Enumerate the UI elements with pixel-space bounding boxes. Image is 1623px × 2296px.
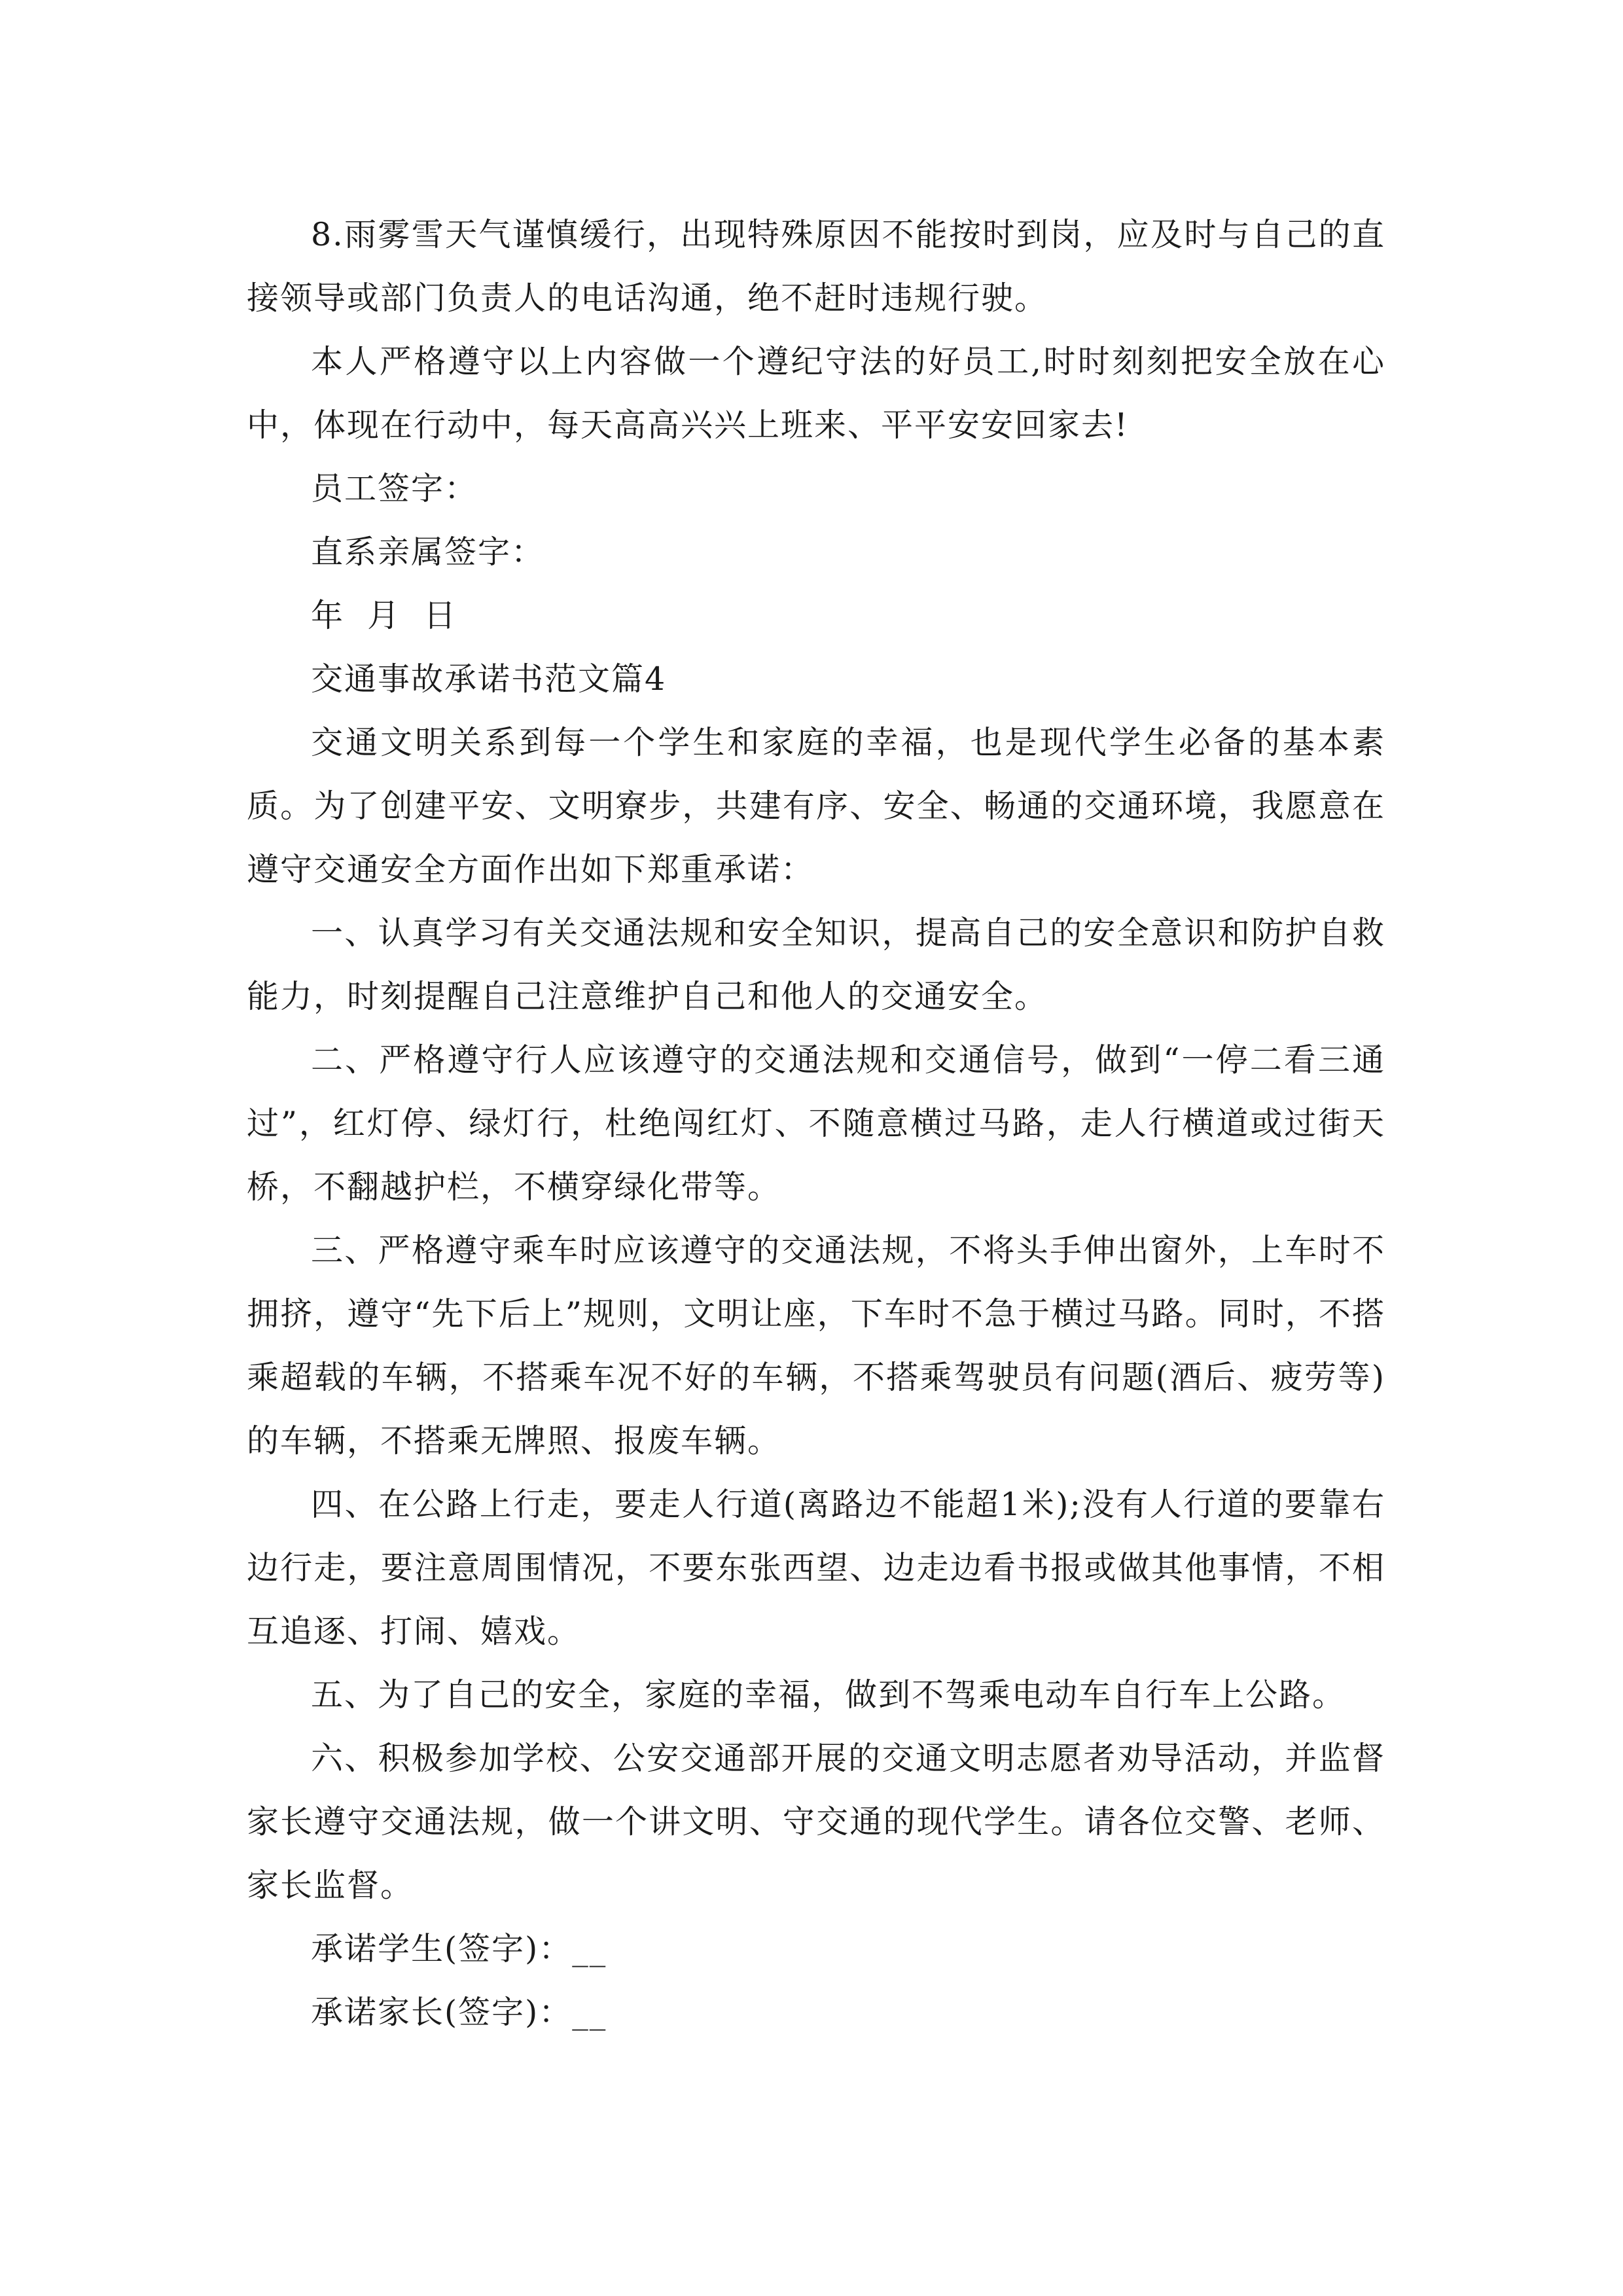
paragraph-pledge-closing: 本人严格遵守以上内容做一个遵纪守法的好员工,时时刻刻把安全放在心中，体现在行动中，每天高高兴兴上班来、平平安安回家去!	[247, 343, 1385, 444]
paragraph-item-5: 五、为了自己的安全，家庭的幸福，做到不驾乘电动车自行车上公路。	[311, 1676, 1346, 1713]
paragraph-item-1: 一、认真学习有关交通法规和安全知识，提高自己的安全意识和防护自救能力，时刻提醒自己注意维护自己和他人的交通安全。	[247, 914, 1385, 1015]
date-line: 年 月 日	[311, 597, 457, 634]
paragraph-item-6: 六、积极参加学校、公安交通部开展的交通文明志愿者劝导活动，并监督家长遵守交通法规，做一个讲文明、守交通的现代学生。请各位交警、老师、家长监督。	[247, 1740, 1385, 1904]
document-body	[247, 203, 1385, 2044]
paragraph-item-4: 四、在公路上行走，要走人行道(离路边不能超1米);没有人行道的要靠右边行走，要注意周围情况，不要东张西望、边走边看书报或做其他事情，不相互追逐、打闹、嬉戏。	[247, 1486, 1385, 1650]
section-title: 交通事故承诺书范文篇4	[311, 660, 667, 698]
paragraph-item-2: 二、严格遵守行人应该遵守的交通法规和交通信号，做到“一停二看三通过”，红灯停、绿灯行，杜绝闯红灯、不随意横过马路，走人行横道或过街天桥，不翻越护栏，不横穿绿化带等。	[247, 1041, 1385, 1206]
relative-signature-line: 直系亲属签字：	[311, 533, 545, 571]
paragraph-item-8: 8.雨雾雪天气谨慎缓行，出现特殊原因不能按时到岗，应及时与自己的直接领导或部门负责人的电话沟通，绝不赶时违规行驶。	[247, 216, 1385, 317]
paragraph-intro: 交通文明关系到每一个学生和家庭的幸福，也是现代学生必备的基本素质。为了创建平安、文明寮步，共建有序、安全、畅通的交通环境，我愿意在遵守交通安全方面作出如下郑重承诺：	[247, 724, 1385, 888]
employee-signature-line: 员工签字：	[311, 470, 478, 507]
student-signature-line: 承诺学生(签字)：__	[311, 1930, 607, 1967]
paragraph-item-3: 三、严格遵守乘车时应该遵守的交通法规，不将头手伸出窗外，上车时不拥挤，遵守“先下后上”规则，文明让座，下车时不急于横过马路。同时，不搭乘超载的车辆，不搭乘车况不好的车辆，不搭乘驾驶员有问题(酒后、疲劳等)的车辆，不搭乘无牌照、报废车辆。	[247, 1232, 1385, 1460]
parent-signature-line: 承诺家长(签字)：__	[311, 1994, 607, 2031]
